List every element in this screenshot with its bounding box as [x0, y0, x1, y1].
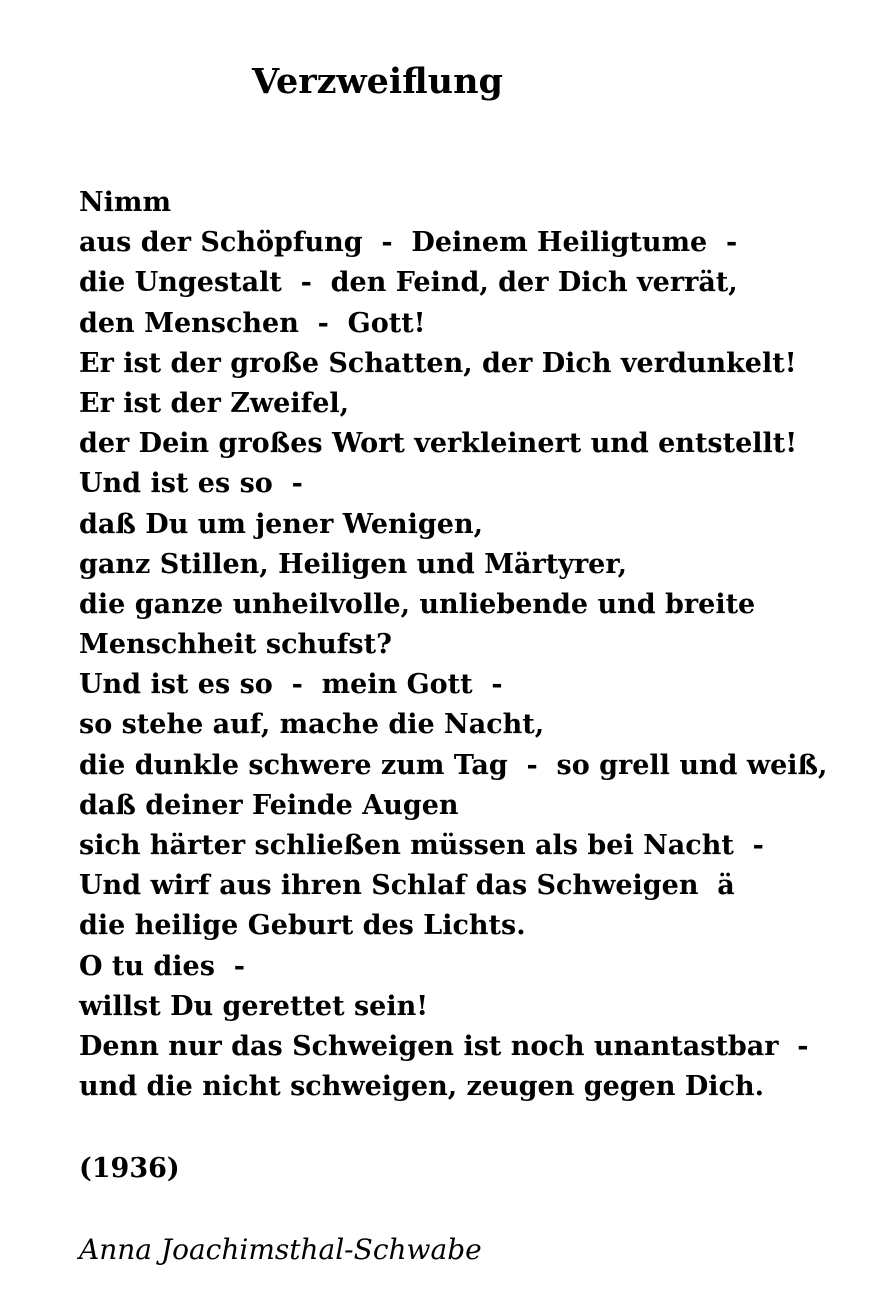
- poem-line: willst Du gerettet sein!: [79, 990, 429, 1022]
- poem-line: so stehe auf, mache die Nacht,: [79, 709, 545, 741]
- poem-title: Verzweiflung: [252, 61, 504, 102]
- poem-author: Anna Joachimsthal-Schwabe: [79, 1233, 482, 1266]
- poem-line: aus der Schöpfung - Deinem Heiligtume -: [79, 227, 738, 259]
- poem-line: ganz Stillen, Heiligen und Märtyrer,: [79, 548, 628, 580]
- poem-line: Er ist der große Schatten, der Dich verdunkelt!: [79, 347, 797, 379]
- poem-line: die heilige Geburt des Lichts.: [79, 910, 526, 942]
- poem-line: Menschheit schufst?: [79, 629, 392, 661]
- poem-line: Und ist es so - mein Gott -: [79, 669, 503, 701]
- poem-year: (1936): [79, 1153, 180, 1184]
- poem-line: Nimm: [79, 187, 172, 218]
- poem-line: Denn nur das Schweigen ist noch unantastbar -: [79, 1030, 809, 1062]
- poem-line: die ganze unheilvolle, unliebende und breite: [79, 588, 756, 620]
- poem-line: Und wirf aus ihren Schlaf das Schweigen ä: [79, 870, 735, 902]
- poem-line: O tu dies -: [79, 950, 245, 982]
- poem-line: daß deiner Feinde Augen: [79, 789, 459, 821]
- poem-line: sich härter schließen müssen als bei Nacht -: [79, 830, 764, 861]
- poem-line: die Ungestalt - den Feind, der Dich verrät,: [79, 267, 738, 299]
- poem-line: den Menschen - Gott!: [79, 307, 426, 339]
- poem-line: Er ist der Zweifel,: [79, 387, 350, 419]
- poem-line: der Dein großes Wort verkleinert und entstellt!: [79, 428, 798, 460]
- poem-line: daß Du um jener Wenigen,: [79, 508, 483, 540]
- poem-line: die dunkle schwere zum Tag - so grell und weiß,: [79, 749, 828, 781]
- poem-line: Und ist es so -: [79, 468, 303, 500]
- poem-line: und die nicht schweigen, zeugen gegen Dich.: [79, 1071, 765, 1103]
- poem-body: [79, 183, 827, 1107]
